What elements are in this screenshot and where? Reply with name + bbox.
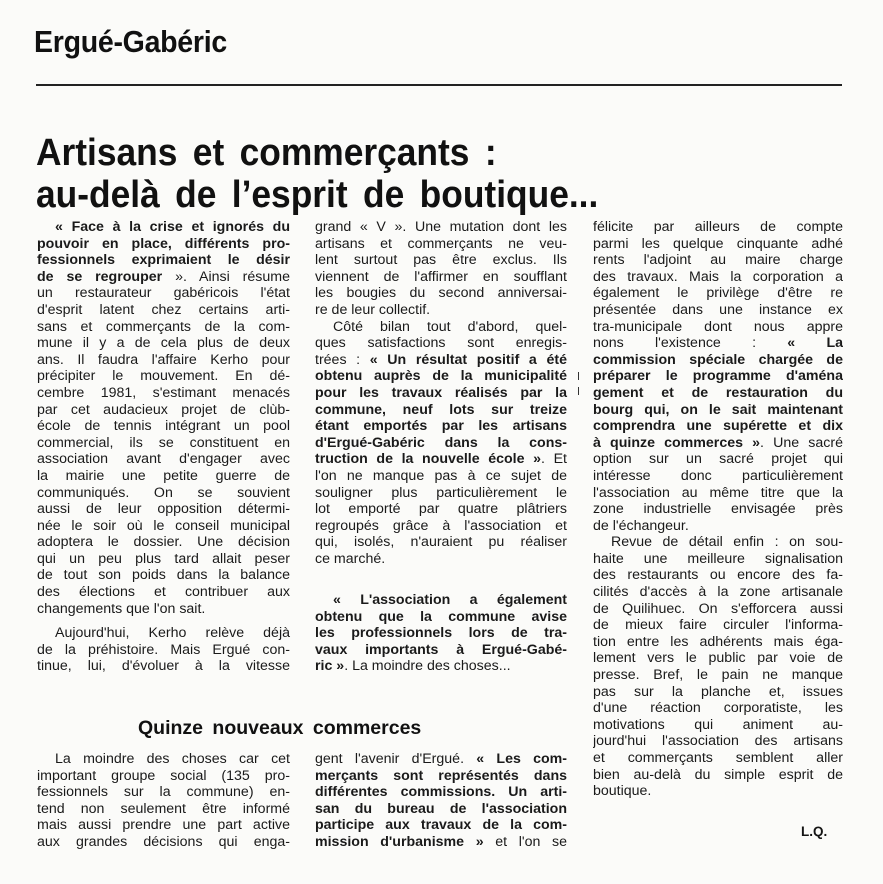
text-line: qui, isolés, n'auraient pu réaliser: [315, 534, 567, 551]
article-headline: [36, 132, 598, 216]
text-line: viennent de l'affirmer en soufflant: [315, 268, 567, 285]
text-line: différentes commissions. Un arti-: [315, 784, 567, 801]
text-line: rents l'adjoint au maire charge: [593, 252, 843, 269]
text-line: fessionnels sur la commune) en-: [37, 784, 290, 801]
subheading: Quinze nouveaux commerces: [138, 717, 422, 739]
text-line: à quinze commerces ». Une sacré: [593, 434, 843, 451]
text-line: commercial, ils se constituent en: [37, 434, 290, 451]
text-line: parmi les quelque cinquante adhé: [593, 235, 843, 252]
text-line: d'Ergué-Gabéric dans la cons-: [315, 434, 567, 451]
text-line: artisans et commerçants ne veu-: [315, 235, 567, 252]
text-line: et commerçants semblent aller: [593, 750, 843, 766]
text-line: presse. Bref, le pain ne manque: [593, 667, 843, 684]
text-line: haite une meilleure signalisation: [593, 550, 843, 567]
text-line: intéresse donc particulièrement: [593, 467, 843, 484]
text-line: trées : « Un résultat positif a été: [315, 351, 567, 368]
text-line: aux grandes décisions qui enga-: [37, 833, 290, 850]
text-line: souligner plus particulièrement le: [315, 484, 567, 501]
text-line: important groupe social (135 pro-: [37, 767, 290, 784]
text-line: de mieux faire circuler l'informa-: [593, 617, 843, 634]
column-mark: [578, 372, 579, 380]
text-line: tinue, lui, d'évoluer à la vitesse: [37, 658, 290, 675]
text-line: zone industrielle envisagée près: [593, 501, 843, 518]
text-line: lent surtout pas être exclus. Ils: [315, 252, 567, 269]
headline-line-1: Artisans et commerçants :: [36, 132, 497, 174]
text-line: nons l'existence : « La: [593, 335, 843, 352]
text-line: comprendra une supérette et dix: [593, 418, 843, 435]
text-line: de se regrouper ». Ainsi résume: [37, 268, 290, 285]
section-divider: [36, 84, 842, 86]
text-line: pas sur la planche et, issues: [593, 683, 843, 700]
text-line: tend non seulement être informé: [37, 800, 290, 817]
column-mark: [578, 387, 579, 395]
text-line: des travaux. Mais la corporation a: [593, 268, 843, 285]
text-line: vaux importants à Ergué-Gabé-: [315, 641, 567, 658]
text-line: lot emporté par quatre plâtriers: [315, 501, 567, 518]
text-line: précipiter le mouvement. En dé-: [37, 368, 290, 385]
text-line: mune il y a de cela plus de deux: [37, 335, 290, 352]
text-line: des restaurants ou encore des fa-: [593, 567, 843, 584]
author-signature: L.Q.: [801, 824, 828, 839]
text-line: gement et de restauration du: [593, 384, 843, 401]
text-line: ques satisfactions sont enregis-: [315, 335, 567, 352]
text-line: de la préhistoire. Mais Ergué con-: [37, 641, 290, 658]
text-line: mission d'urbanisme » et l'on se: [315, 833, 567, 850]
text-line: commission spéciale chargée de: [593, 351, 843, 368]
text-line: re de leur collectif.: [315, 301, 431, 318]
column-1-bottom: [37, 751, 290, 851]
text-line: « L'association a également: [333, 592, 567, 609]
text-line: l'on ne manque pas à ce sujet de: [315, 467, 567, 484]
text-line: la mairie une petite guerre de: [37, 467, 290, 484]
text-line: truction de la nouvelle école ». Et: [315, 451, 567, 468]
column-2-bottom: [315, 751, 567, 851]
text-line: boutique.: [593, 783, 652, 800]
text-line: pouvoir en place, différents pro-: [37, 235, 290, 252]
text-line: Côté bilan tout d'abord, quel-: [333, 318, 567, 335]
text-line: participe aux travaux de la com-: [315, 817, 567, 834]
text-line: fessionnels exprimaient le désir: [37, 252, 290, 269]
text-line: merçants sont représentés dans: [315, 767, 567, 784]
section-title: Ergué-Gabéric: [34, 24, 227, 59]
text-line: tra-municipale dont nous appre: [593, 318, 843, 335]
text-line: née le soir où le conseil municipal: [37, 517, 290, 534]
text-line: san du bureau de l'association: [315, 800, 567, 817]
text-line: communiqués. On se souvient: [37, 484, 290, 501]
text-line: lement vers le public par voie de: [593, 650, 843, 667]
text-line: mais aussi prendre une part active: [37, 817, 290, 834]
column-3: [593, 219, 843, 800]
text-line: les professionnels lors de tra-: [315, 625, 567, 642]
text-line: de l'échangeur.: [593, 517, 689, 534]
text-line: commune, neuf lots sur treize: [315, 401, 567, 418]
text-line: option sur un sacré projet qui: [593, 451, 843, 468]
text-line: par cet audacieux projet de clùb-: [37, 401, 290, 418]
text-line: de Quilihuec. On s'efforcera aussi: [593, 600, 843, 617]
text-line: ans. Il faudra l'affaire Kerho pour: [37, 351, 290, 368]
text-line: association avant d'engager avec: [37, 451, 290, 468]
text-line: cilités d'accès à la zone artisanale: [593, 584, 843, 601]
text-line: adoptera le dossier. Une décision: [37, 534, 290, 551]
text-line: présentée dans une instance ex: [593, 301, 843, 318]
text-line: bourg qui, on le sait maintenant: [593, 401, 843, 418]
text-line: bien au-delà du simple esprit de: [593, 766, 843, 783]
column-2-top: [315, 219, 567, 675]
text-line: des élections et contribuer aux: [37, 584, 290, 601]
headline-line-2: au-delà de l’esprit de boutique...: [36, 174, 599, 216]
column-1-top: [37, 219, 290, 675]
text-line: changements que l'on sait.: [37, 600, 206, 617]
text-line: motivations qui animent au-: [593, 716, 843, 733]
text-line: de tout son poids dans la balance: [37, 567, 290, 584]
text-line: obtenu que la commune avise: [315, 608, 567, 625]
text-line: Aujourd'hui, Kerho relève déjà: [55, 625, 290, 642]
text-line: également le privilège d'être re: [593, 285, 843, 302]
text-line: cembre 1981, s'estimant menacés: [37, 384, 290, 401]
text-line: l'association au même titre que la: [593, 484, 843, 501]
text-line: tion entre les adhérents mais éga-: [593, 633, 843, 650]
text-line: les bougies du second anniversai-: [315, 285, 567, 302]
text-line: grand « V ». Une mutation dont les: [315, 219, 567, 235]
text-line: regroupés grâce à l'association et: [315, 517, 567, 534]
text-line: préparer le programme d'aména: [593, 368, 843, 385]
text-line: d'une réaction corporatiste, les: [593, 700, 843, 717]
text-line: gent l'avenir d'Ergué. « Les com-: [315, 751, 567, 767]
text-line: un restaurateur gabéricois l'état: [37, 285, 290, 302]
text-line: qui un peu plus tard allait peser: [37, 550, 290, 567]
text-line: étant emportés par les artisans: [315, 418, 567, 435]
text-line: Revue de détail enfin : on sou-: [611, 534, 843, 551]
text-line: école de tennis intégrant un pool: [37, 418, 290, 435]
text-line: ric ». La moindre des choses...: [315, 658, 511, 675]
text-line: jourd'hui l'association des artisans: [593, 733, 843, 750]
text-line: pour les travaux réalisés par la: [315, 384, 567, 401]
text-line: La moindre des choses car cet: [55, 751, 290, 767]
text-line: ce marché.: [315, 550, 386, 567]
text-line: félicite par ailleurs de compte: [593, 219, 843, 235]
text-line: sans et commerçants de la com-: [37, 318, 290, 335]
text-line: d'esprit latent chez certains arti-: [37, 301, 290, 318]
text-line: « Face à la crise et ignorés du: [55, 219, 290, 235]
text-line: obtenu auprès de la municipalité: [315, 368, 567, 385]
text-line: aussi de leur opposition détermi-: [37, 501, 290, 518]
